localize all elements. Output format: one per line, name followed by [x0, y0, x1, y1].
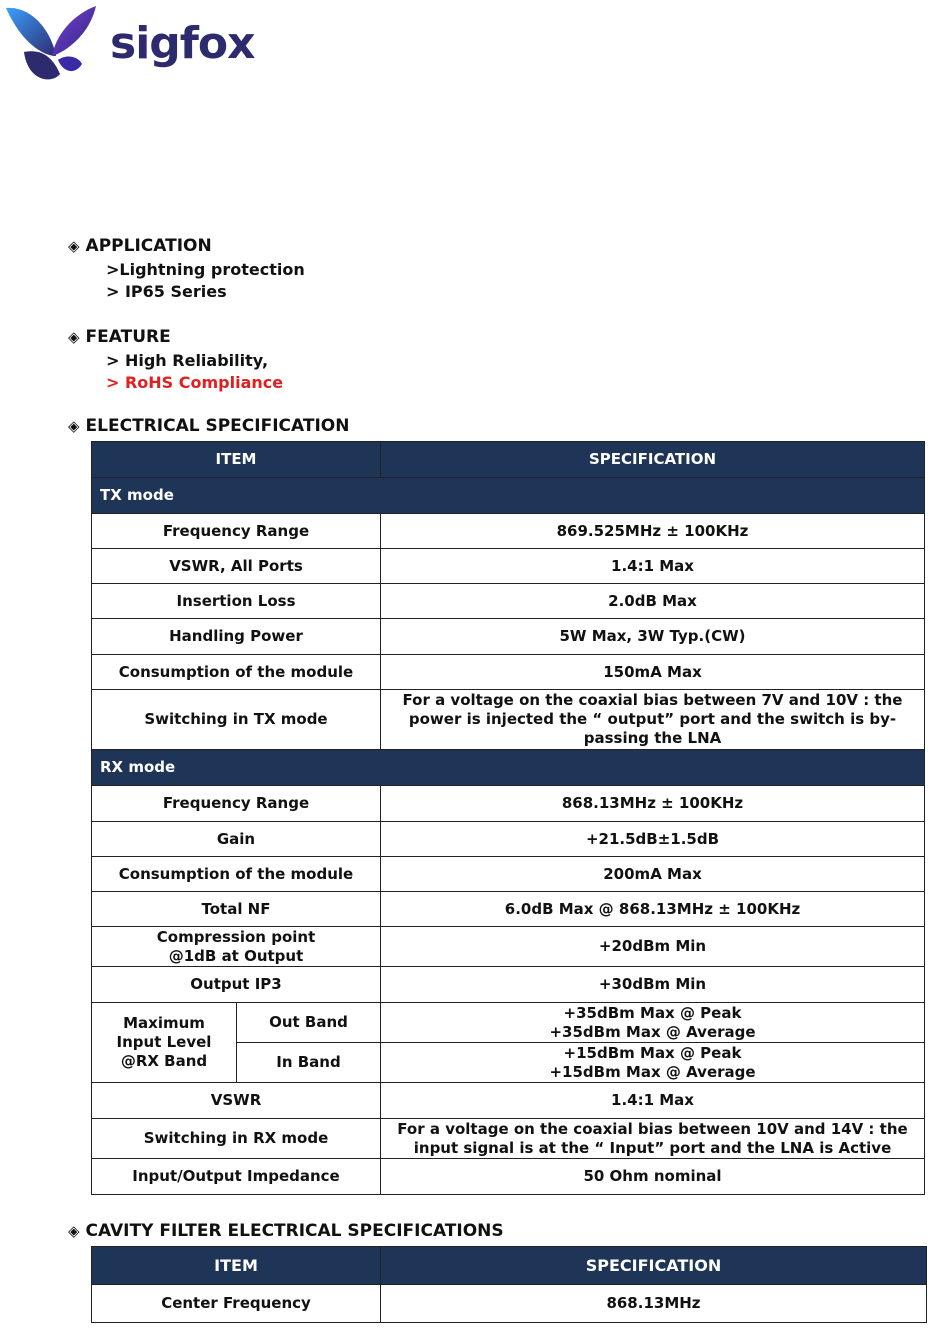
- row-spec: 200mA Max: [381, 857, 925, 892]
- in-band-spec: [381, 1043, 925, 1083]
- table-row: [92, 857, 925, 892]
- application-title: APPLICATION: [85, 236, 212, 256]
- row-item: VSWR, All Ports: [92, 549, 381, 584]
- row-item: Compression point @1dB at Output: [92, 927, 381, 967]
- row-item: Insertion Loss: [92, 584, 381, 619]
- header-item: ITEM: [92, 1247, 381, 1285]
- table-row: [92, 514, 925, 549]
- row-spec: +20dBm Min: [381, 927, 925, 967]
- diamond-bullet-icon: ◈: [68, 328, 80, 346]
- row-spec: 2.0dB Max: [381, 584, 925, 619]
- out-band-spec: [381, 1003, 925, 1043]
- out-band-peak: +35dBm Max @ Peak: [563, 1003, 742, 1022]
- electrical-title: ELECTRICAL SPECIFICATION: [85, 416, 350, 436]
- row-item: Output IP3: [92, 967, 381, 1003]
- row-item: Frequency Range: [92, 786, 381, 822]
- table-row: [92, 786, 925, 822]
- row-spec: For a voltage on the coaxial bias between 10V and 14V : the input signal is at the “ Input” port and the LNA is Active: [381, 1119, 925, 1159]
- table-row: [92, 1083, 925, 1119]
- in-band-peak: +15dBm Max @ Peak: [563, 1043, 742, 1062]
- in-band-label: In Band: [237, 1043, 381, 1083]
- table-row: [92, 690, 925, 750]
- brand-name: sigfox: [110, 18, 255, 69]
- tx-mode-row: [92, 478, 925, 514]
- row-spec: +21.5dB±1.5dB: [381, 822, 925, 857]
- row-spec: 868.13MHz ± 100KHz: [381, 786, 925, 822]
- table-row: [92, 927, 925, 967]
- diamond-bullet-icon: ◈: [68, 1222, 80, 1240]
- feature-section: [68, 327, 283, 394]
- row-spec: +30dBm Min: [381, 967, 925, 1003]
- row-spec: 869.525MHz ± 100KHz: [381, 514, 925, 549]
- cavity-section-title: [68, 1221, 504, 1241]
- diamond-bullet-icon: ◈: [68, 417, 80, 435]
- table-row: [92, 584, 925, 619]
- rx-mode-label: RX mode: [92, 750, 925, 786]
- butterfly-logo-icon: [4, 4, 100, 84]
- table-header: [92, 442, 925, 478]
- table-row: [92, 1159, 925, 1195]
- table-row: [92, 892, 925, 927]
- application-item: >Lightning protection: [106, 260, 305, 279]
- row-item: Consumption of the module: [92, 655, 381, 690]
- max-input-label: Maximum Input Level @RX Band: [92, 1003, 237, 1083]
- row-item: Switching in TX mode: [92, 690, 381, 750]
- row-spec: For a voltage on the coaxial bias between 7V and 10V : the power is injected the “ output” port and the switch is by-passing the LNA: [381, 690, 925, 750]
- sigfox-logo: [4, 4, 254, 84]
- row-item: VSWR: [92, 1083, 381, 1119]
- out-band-label: Out Band: [237, 1003, 381, 1043]
- header-spec: SPECIFICATION: [381, 1247, 927, 1285]
- table-row: [92, 1285, 927, 1323]
- row-spec: 50 Ohm nominal: [381, 1159, 925, 1195]
- table-row: [92, 967, 925, 1003]
- in-band-average: +15dBm Max @ Average: [549, 1062, 756, 1081]
- electrical-section-title: [68, 416, 349, 436]
- table-row: [92, 1003, 925, 1043]
- feature-item-rohs: > RoHS Compliance: [106, 373, 284, 392]
- tx-mode-label: TX mode: [92, 478, 925, 514]
- feature-title: FEATURE: [85, 327, 171, 347]
- header-spec: SPECIFICATION: [381, 442, 925, 478]
- table-row: [92, 655, 925, 690]
- header-item: ITEM: [92, 442, 381, 478]
- row-item: Switching in RX mode: [92, 1119, 381, 1159]
- table-row: [92, 822, 925, 857]
- row-item: Center Frequency: [92, 1285, 381, 1323]
- table-row: [92, 549, 925, 584]
- application-section: [68, 236, 305, 303]
- row-item: Frequency Range: [92, 514, 381, 549]
- table-header: [92, 1247, 927, 1285]
- table-row: [92, 1119, 925, 1159]
- electrical-spec-table: [91, 441, 925, 1195]
- feature-item: > High Reliability,: [106, 351, 269, 370]
- row-item: Consumption of the module: [92, 857, 381, 892]
- row-spec: 1.4:1 Max: [381, 1083, 925, 1119]
- row-spec: 1.4:1 Max: [381, 549, 925, 584]
- diamond-bullet-icon: ◈: [68, 237, 80, 255]
- row-spec: 5W Max, 3W Typ.(CW): [381, 619, 925, 655]
- application-item: > IP65 Series: [106, 282, 227, 301]
- rx-mode-row: [92, 750, 925, 786]
- row-item: Handling Power: [92, 619, 381, 655]
- row-spec: 150mA Max: [381, 655, 925, 690]
- row-spec: 6.0dB Max @ 868.13MHz ± 100KHz: [381, 892, 925, 927]
- cavity-title: CAVITY FILTER ELECTRICAL SPECIFICATIONS: [85, 1221, 504, 1241]
- cavity-spec-table: [91, 1246, 927, 1323]
- table-row: [92, 619, 925, 655]
- row-item: Gain: [92, 822, 381, 857]
- row-item: Total NF: [92, 892, 381, 927]
- row-spec: 868.13MHz: [381, 1285, 927, 1323]
- row-item: Input/Output Impedance: [92, 1159, 381, 1195]
- out-band-average: +35dBm Max @ Average: [549, 1022, 756, 1041]
